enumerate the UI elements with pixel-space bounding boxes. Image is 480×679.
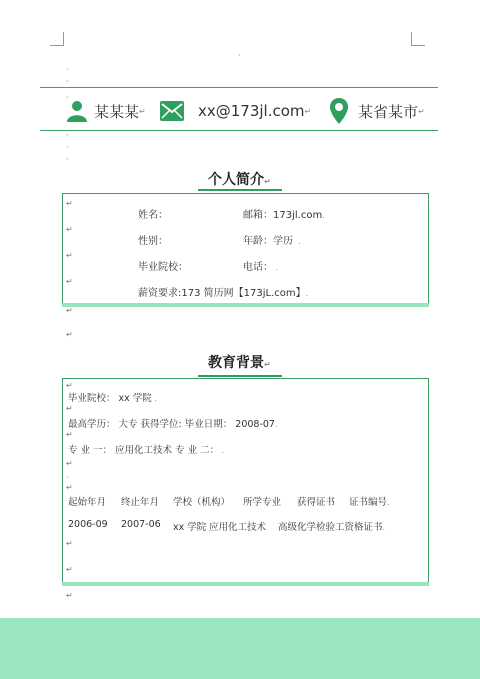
paragraph-mark: ↵ bbox=[66, 430, 73, 439]
table-header-cell: 证书编号. bbox=[349, 497, 390, 508]
contact-name: 某某某 ↵ bbox=[66, 96, 146, 126]
profile-school-label: 毕业院校： bbox=[138, 262, 188, 273]
table-cell: xx 学院 bbox=[173, 522, 207, 533]
crop-mark-top-right bbox=[411, 32, 425, 46]
mail-icon bbox=[160, 101, 184, 121]
profile-name-label: 姓名： bbox=[138, 210, 168, 221]
profile-salary-label: 薪资要求:173 简历网【173jL.com】. bbox=[138, 288, 309, 299]
contact-location: 某省某市 ↵ bbox=[330, 96, 425, 126]
table-header-cell: 获得证书 bbox=[297, 497, 336, 508]
paragraph-mark: ↵ bbox=[66, 381, 73, 390]
profile-section-title: 个人简介↵ bbox=[208, 172, 271, 188]
paragraph-mark: ↵ bbox=[66, 539, 73, 548]
paragraph-mark: ↵ bbox=[66, 251, 73, 260]
paragraph-mark: · bbox=[66, 131, 69, 140]
paragraph-mark: ↵ bbox=[66, 483, 73, 492]
table-cell: 应用化工技术 bbox=[209, 522, 267, 533]
paragraph-mark: ↵ bbox=[66, 459, 73, 468]
profile-title-underline bbox=[198, 189, 282, 191]
paragraph-mark: ↵ bbox=[66, 306, 73, 315]
contact-name-text: 某某某 bbox=[94, 102, 140, 121]
footer-band bbox=[0, 618, 480, 679]
person-icon bbox=[66, 100, 88, 122]
paragraph-mark: · bbox=[66, 77, 69, 86]
table-header-cell: 学校（机构） bbox=[173, 497, 231, 508]
paragraph-mark: ↵ bbox=[66, 591, 73, 600]
education-box bbox=[62, 378, 429, 583]
contact-email: xx@173jl.com ↵ bbox=[160, 96, 311, 126]
table-header-cell: 起始年月 bbox=[68, 497, 107, 508]
paragraph-mark: · bbox=[66, 143, 69, 152]
table-cell: 2007-06 bbox=[121, 519, 161, 530]
paragraph-mark: · bbox=[66, 473, 69, 482]
crop-mark-top-left bbox=[50, 32, 64, 46]
location-pin-icon bbox=[330, 98, 348, 124]
education-section-title: 教育背景↵ bbox=[208, 355, 271, 371]
profile-age-label: 年龄：学历 . bbox=[243, 236, 301, 247]
contact-email-text: xx@173jl.com bbox=[198, 102, 305, 120]
paragraph-mark: ↵ bbox=[66, 565, 73, 574]
education-school-line: 毕业院校： xx 学院 . bbox=[68, 393, 157, 404]
profile-email-label: 邮箱：173jl.com. bbox=[243, 210, 325, 221]
profile-box-bottom-bar bbox=[62, 303, 429, 307]
paragraph-mark: · bbox=[66, 93, 69, 102]
education-box-bottom-bar bbox=[62, 582, 429, 586]
table-cell: 2006-09 bbox=[68, 519, 108, 530]
paragraph-mark: · bbox=[238, 51, 241, 60]
paragraph-mark: ↵ bbox=[66, 404, 73, 413]
paragraph-mark: ↵ bbox=[66, 199, 73, 208]
paragraph-mark: ↵ bbox=[66, 225, 73, 234]
profile-phone-label: 电话： . bbox=[243, 262, 279, 273]
table-header-cell: 终止年月 bbox=[121, 497, 160, 508]
header-bottom-line bbox=[40, 130, 438, 131]
paragraph-mark: ↵ bbox=[66, 330, 73, 339]
table-cell: 高级化学检验工资格证书. bbox=[278, 522, 386, 533]
paragraph-mark: ↵ bbox=[66, 277, 73, 286]
education-major-line: 专 业 一： 应用化工技术 专 业 二： . bbox=[68, 445, 225, 456]
paragraph-mark: · bbox=[66, 155, 69, 164]
contact-location-text: 某省某市 bbox=[358, 102, 419, 121]
education-degree-line: 最高学历： 大专 获得学位: 毕业日期： 2008-07. bbox=[68, 419, 278, 430]
profile-gender-label: 性别： bbox=[138, 236, 168, 247]
header-top-line bbox=[40, 87, 438, 88]
table-header-cell: 所学专业 bbox=[243, 497, 282, 508]
education-title-underline bbox=[198, 375, 282, 377]
paragraph-mark: · bbox=[66, 65, 69, 74]
